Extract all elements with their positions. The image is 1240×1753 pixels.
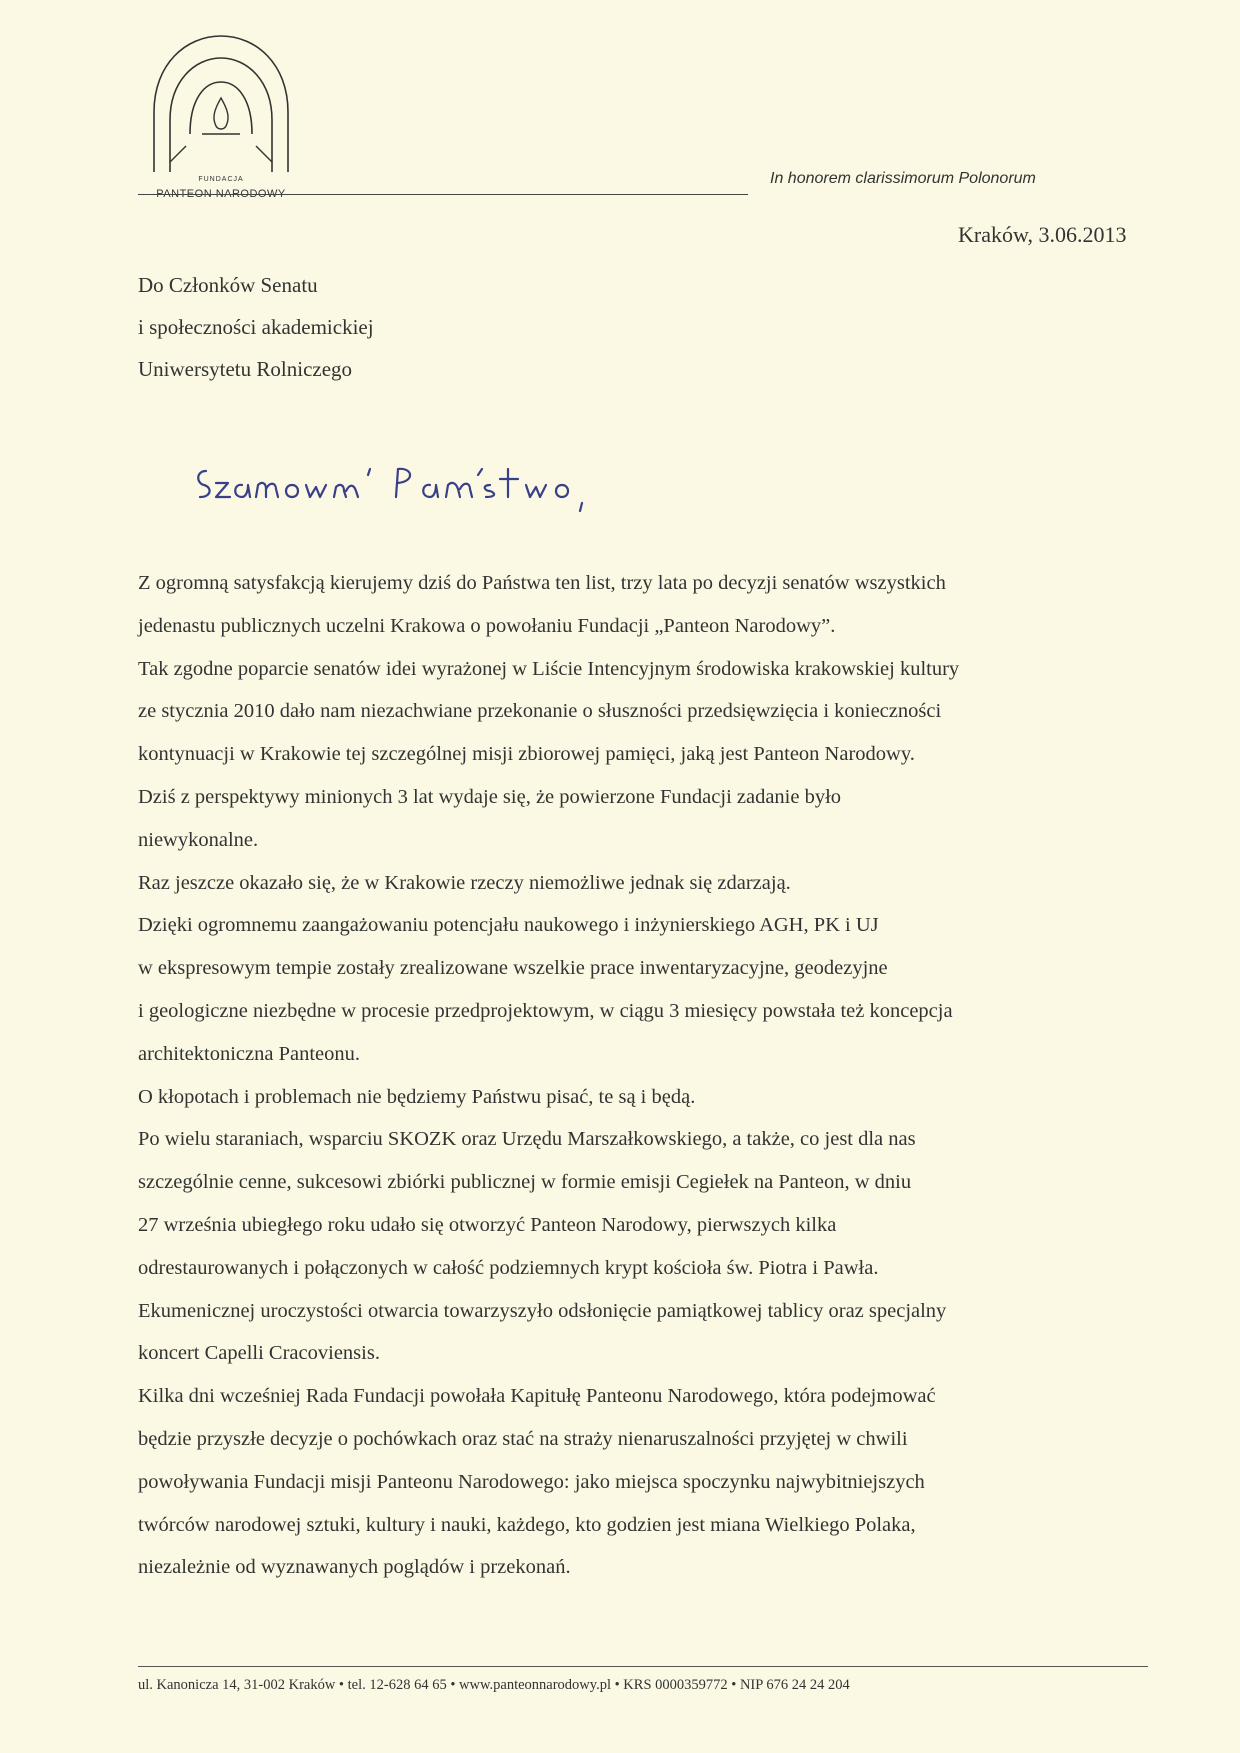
footer-contact: ul. Kanonicza 14, 31-002 Kraków • tel. 12-628 64 65 • www.panteonnarodowy.pl • KRS 0000359772 • NIP 676 24 24 204 <box>138 1677 850 1693</box>
body-line: Ekumenicznej uroczystości otwarcia towarzyszyło odsłonięcie pamiątkowej tablicy oraz specjalny <box>138 1299 947 1322</box>
body-line: 27 września ubiegłego roku udało się otworzyć Panteon Narodowy, pierwszych kilka <box>138 1213 837 1236</box>
body-line: odrestaurowanych i połączonych w całość podziemnych krypt kościoła św. Piotra i Pawła. <box>138 1256 879 1279</box>
body-line: Dzięki ogromnemu zaangażowaniu potencjału naukowego i inżynierskiego AGH, PK i UJ <box>138 914 879 937</box>
body-line: powoływania Fundacji misji Panteonu Narodowego: jako miejsca spoczynku najwybitniejszych <box>138 1470 925 1493</box>
letter-date: Kraków, 3.06.2013 <box>958 222 1127 247</box>
arch-flame-icon <box>146 34 296 174</box>
recipient-line: i społeczności akademickiej <box>138 315 374 339</box>
body-line: O kłopotach i problemach nie będziemy Państwu pisać, te są i będą. <box>138 1085 696 1108</box>
body-line: architektoniczna Panteonu. <box>138 1042 360 1065</box>
header-divider <box>138 194 748 195</box>
body-line: koncert Capelli Cracoviensis. <box>138 1342 380 1365</box>
body-line: Dziś z perspektywy minionych 3 lat wydaje się, że powierzone Fundacji zadanie było <box>138 785 842 808</box>
body-line: i geologiczne niezbędne w procesie przedprojektowym, w ciągu 3 miesięcy powstała też koncepcja <box>138 999 953 1022</box>
body-line: szczególnie cenne, sukcesowi zbiórki publicznej w formie emisji Cegiełek na Panteon, w dniu <box>138 1171 912 1194</box>
body-line: twórców narodowej sztuki, kultury i nauki, każdego, kto godzien jest miana Wielkiego Polaka, <box>138 1513 916 1536</box>
body-line: niezależnie od wyznawanych poglądów i przekonań. <box>138 1556 571 1579</box>
body-line: Raz jeszcze okazało się, że w Krakowie rzeczy niemożliwe jednak się zdarzają. <box>138 871 791 894</box>
body-line: ze stycznia 2010 dało nam niezachwiane przekonanie o słuszności przedsięwzięcia i konieczności <box>138 700 942 723</box>
body-line: kontynuacji w Krakowie tej szczególnej misji zbiorowej pamięci, jaką jest Panteon Narodowy. <box>138 743 915 766</box>
body-line: jedenastu publicznych uczelni Krakowa o powołaniu Fundacji „Panteon Narodowy”. <box>138 614 836 637</box>
logo-subtitle: FUNDACJA <box>198 176 244 183</box>
motto: In honorem clarissimorum Polonorum <box>770 170 1036 187</box>
body-line: Po wielu staraniach, wsparciu SKOZK oraz Urzędu Marszałkowskiego, a także, co jest dla nas <box>138 1128 916 1151</box>
body-line: Tak zgodne poparcie senatów idei wyrażonej w Liście Intencyjnym środowiska krakowskiej kultury <box>138 657 960 680</box>
recipient-block <box>138 264 374 390</box>
footer-divider <box>138 1666 1148 1667</box>
recipient-line: Uniwersytetu Rolniczego <box>138 357 353 381</box>
body-line: niewykonalne. <box>138 828 259 851</box>
body-line: Z ogromną satysfakcją kierujemy dziś do Państwa ten list, trzy lata po decyzji senatów wszystkich <box>138 572 946 594</box>
logo-name: PANTEON NARODOWY <box>156 188 286 200</box>
foundation-logo <box>138 34 308 200</box>
letter-body <box>138 562 1138 1589</box>
recipient-line: Do Członków Senatu <box>138 273 318 297</box>
body-line: w ekspresowym tempie zostały zrealizowane wszelkie prace inwentaryzacyjne, geodezyjne <box>138 957 888 980</box>
body-line: Kilka dni wcześniej Rada Fundacji powołała Kapitułę Panteonu Narodowego, która podejmować <box>138 1385 936 1408</box>
handwritten-salutation <box>192 455 632 515</box>
body-line: będzie przyszłe decyzje o pochówkach oraz stać na straży nienaruszalności przyjętej w chwili <box>138 1427 908 1450</box>
handwritten-salutation-drawing <box>192 455 632 515</box>
